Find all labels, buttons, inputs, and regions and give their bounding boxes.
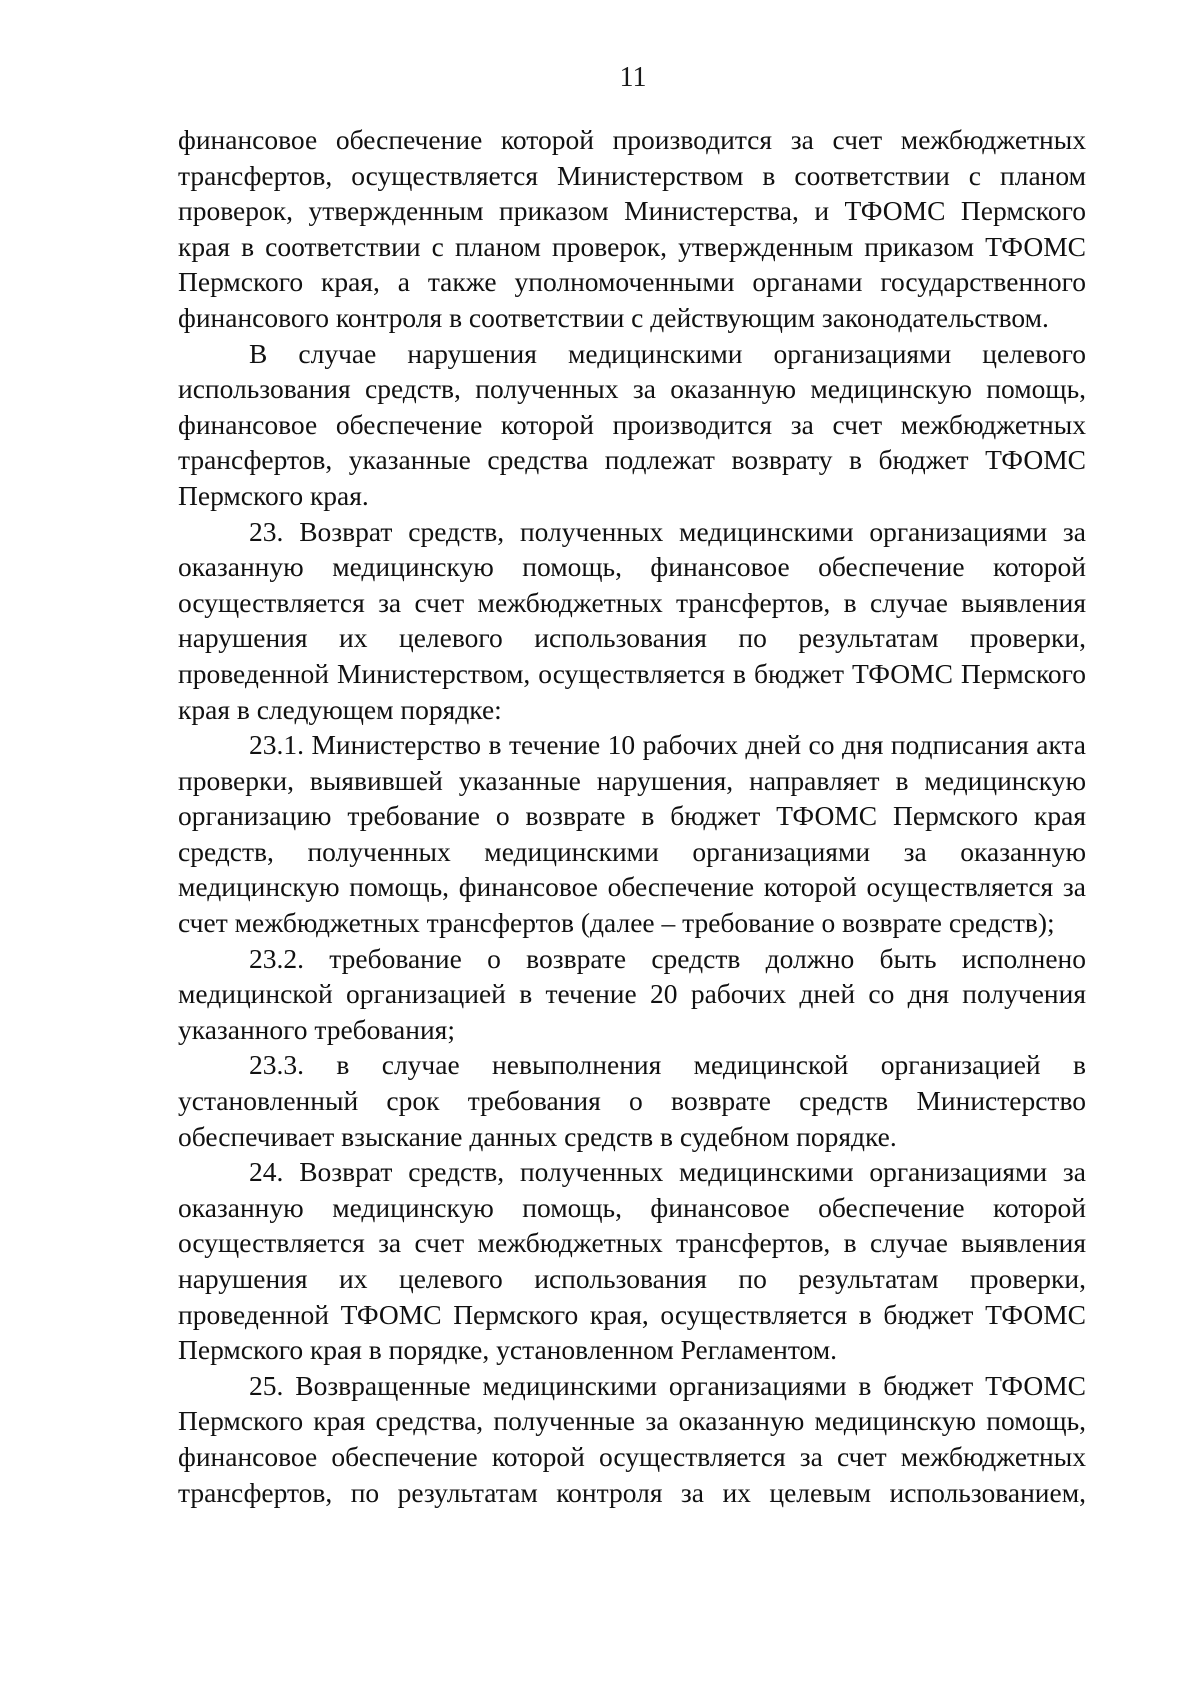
paragraph-23-3: 23.3. в случае невыполнения медицинской организацией в установленный срок требования о возврате средств Министерство обеспечивает взыскание данных средств в судебном порядке. xyxy=(178,1049,1086,1152)
paragraph-continuation: финансовое обеспечение которой производится за счет межбюджетных трансфертов, осуществляется Министерством в соответствии с планом проверок, утвержденным приказом Министерства, и ТФОМС Пермского края в соответствии с планом проверок, утвержденным приказом ТФОМС Пермского края, а также уполномоченными органами государственного финансового контроля в соответствии с действующим законодательством. xyxy=(178,124,1086,333)
paragraph-23-2: 23.2. требование о возврате средств должно быть исполнено медицинской организацией в течение 20 рабочих дней со дня получения указанного требования; xyxy=(178,942,1086,1045)
paragraph-25: 25. Возвращенные медицинскими организациями в бюджет ТФОМС Пермского края средства, полученные за оказанную медицинскую помощь, финансовое обеспечение которой осуществляется за счет межбюджетных трансфертов, по результатам контроля за их целевым использованием, xyxy=(178,1369,1086,1508)
paragraph-23: 23. Возврат средств, полученных медицинскими организациями за оказанную медицинскую помощь, финансовое обеспечение которой осуществляется за счет межбюджетных трансфертов, в случае выявления нарушения их целевого использования по результатам проверки, проведенной Министерством, осуществляется в бюджет ТФОМС Пермского края в следующем порядке: xyxy=(178,515,1086,725)
paragraph-violation-return: В случае нарушения медицинскими организациями целевого использования средств, полученных за оказанную медицинскую помощь, финансовое обеспечение которой производится за счет межбюджетных трансфертов, указанные средства подлежат возврату в бюджет ТФОМС Пермского края. xyxy=(178,337,1086,511)
paragraph-24: 24. Возврат средств, полученных медицинскими организациями за оказанную медицинскую помощь, финансовое обеспечение которой осуществляется за счет межбюджетных трансфертов, в случае выявления нарушения их целевого использования по результатам проверки, проведенной ТФОМС Пермского края, осуществляется в бюджет ТФОМС Пермского края в порядке, установленном Регламентом. xyxy=(178,1156,1086,1366)
paragraph-23-1: 23.1. Министерство в течение 10 рабочих дней со дня подписания акта проверки, выявившей указанные нарушения, направляет в медицинскую организацию требование о возврате в бюджет ТФОМС Пермского края средств, полученных медицинскими организациями за оказанную медицинскую помощь, финансовое обеспечение которой осуществляется за счет межбюджетных трансфертов (далее – требование о возврате средств); xyxy=(178,729,1086,939)
document-body xyxy=(178,122,1086,1510)
page-number: 11 xyxy=(619,62,647,93)
